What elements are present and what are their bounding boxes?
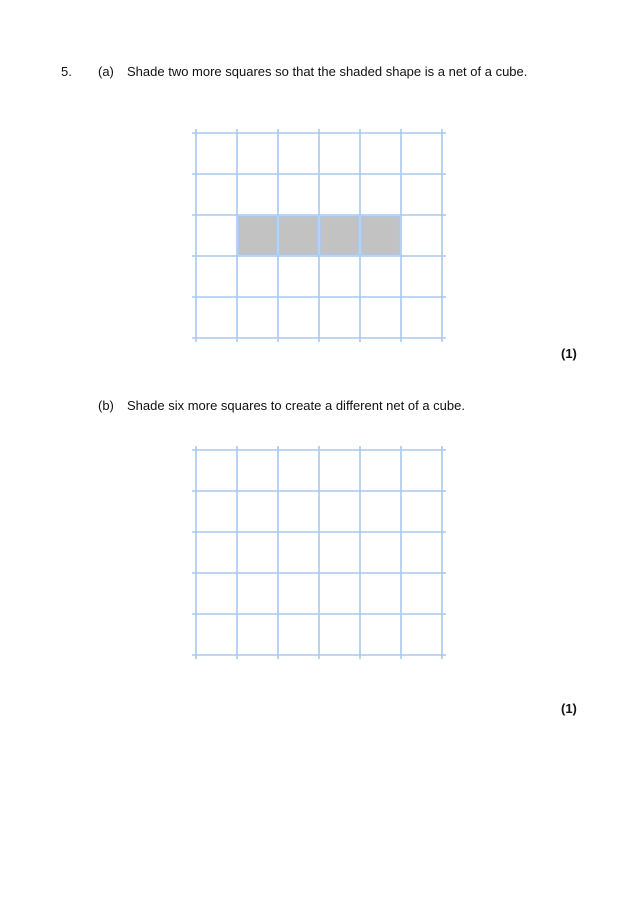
part-a-grid[interactable] [191,128,443,340]
question-number: 5. [61,64,72,79]
part-b-grid[interactable] [191,445,443,657]
part-a-marks: (1) [561,346,577,361]
part-a-instruction: Shade two more squares so that the shaded shape is a net of a cube. [127,64,528,79]
part-a-label: (a) [98,64,114,79]
shaded-square[interactable] [321,217,359,255]
part-b-instruction: Shade six more squares to create a different net of a cube. [127,398,465,413]
shaded-square[interactable] [280,217,318,255]
part-b-label: (b) [98,398,114,413]
shaded-square[interactable] [239,217,277,255]
part-b-marks: (1) [561,701,577,716]
shaded-square[interactable] [362,217,400,255]
